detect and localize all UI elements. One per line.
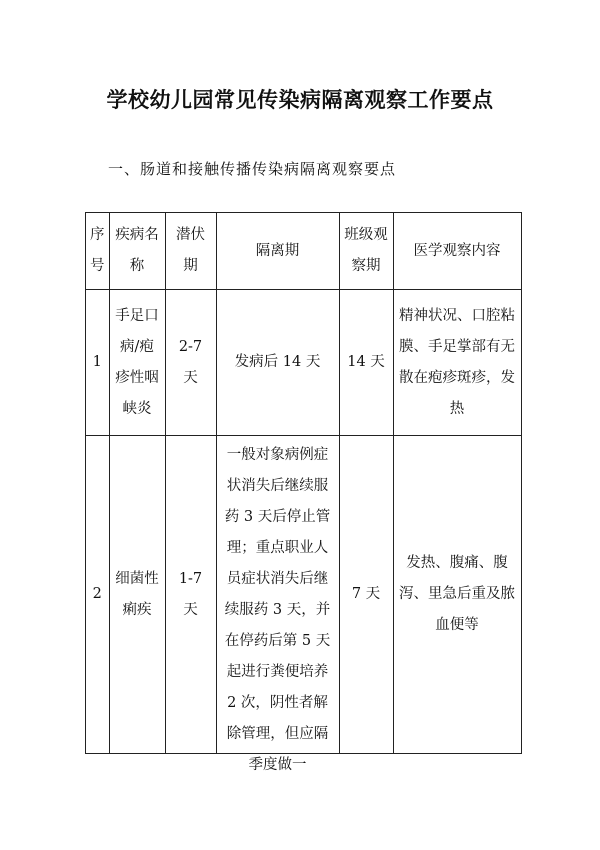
cell-incubation: 2-7 天 [165, 290, 216, 436]
table-row [86, 290, 522, 436]
header-incubation: 潜伏期 [165, 213, 216, 290]
header-seq: 序号 [86, 213, 110, 290]
cell-seq: 2 [86, 436, 110, 754]
cell-medical-observation: 发热、腹痛、腹泻、里急后重及脓血便等 [393, 436, 521, 754]
header-medical-observation: 医学观察内容 [393, 213, 521, 290]
header-disease: 疾病名称 [109, 213, 165, 290]
table-header-row [86, 213, 522, 290]
cell-isolation: 发病后 14 天 [216, 290, 339, 436]
cell-isolation [216, 436, 339, 773]
document-title: 学校幼儿园常见传染病隔离观察工作要点 [106, 88, 494, 112]
cell-incubation: 1-7 天 [165, 436, 216, 754]
observation-table [85, 212, 522, 773]
header-isolation: 隔离期 [216, 213, 339, 290]
cell-class-observation: 7 天 [339, 436, 393, 754]
cell-class-observation: 14 天 [339, 290, 393, 436]
cell-medical-observation: 精神状况、口腔粘膜、手足掌部有无散在疱疹斑疹，发热 [393, 290, 521, 436]
section-heading: 一、肠道和接触传播传染病隔离观察要点 [108, 160, 397, 178]
cell-disease: 手足口病/疱疹性咽峡炎 [109, 290, 165, 436]
table-row [86, 436, 522, 754]
header-class-observation: 班级观察期 [339, 213, 393, 290]
cell-disease: 细菌性痢疾 [109, 436, 165, 754]
cell-isolation-text: 一般对象病例症状消失后继续服药 3 天后停止管理；重点职业人员症状消失后继续服药 3 天，并在停药后第 5 天起进行粪便培养 2 次，阴性者解除管理，但应隔季度做一 [224, 446, 331, 773]
cell-seq: 1 [86, 290, 110, 436]
